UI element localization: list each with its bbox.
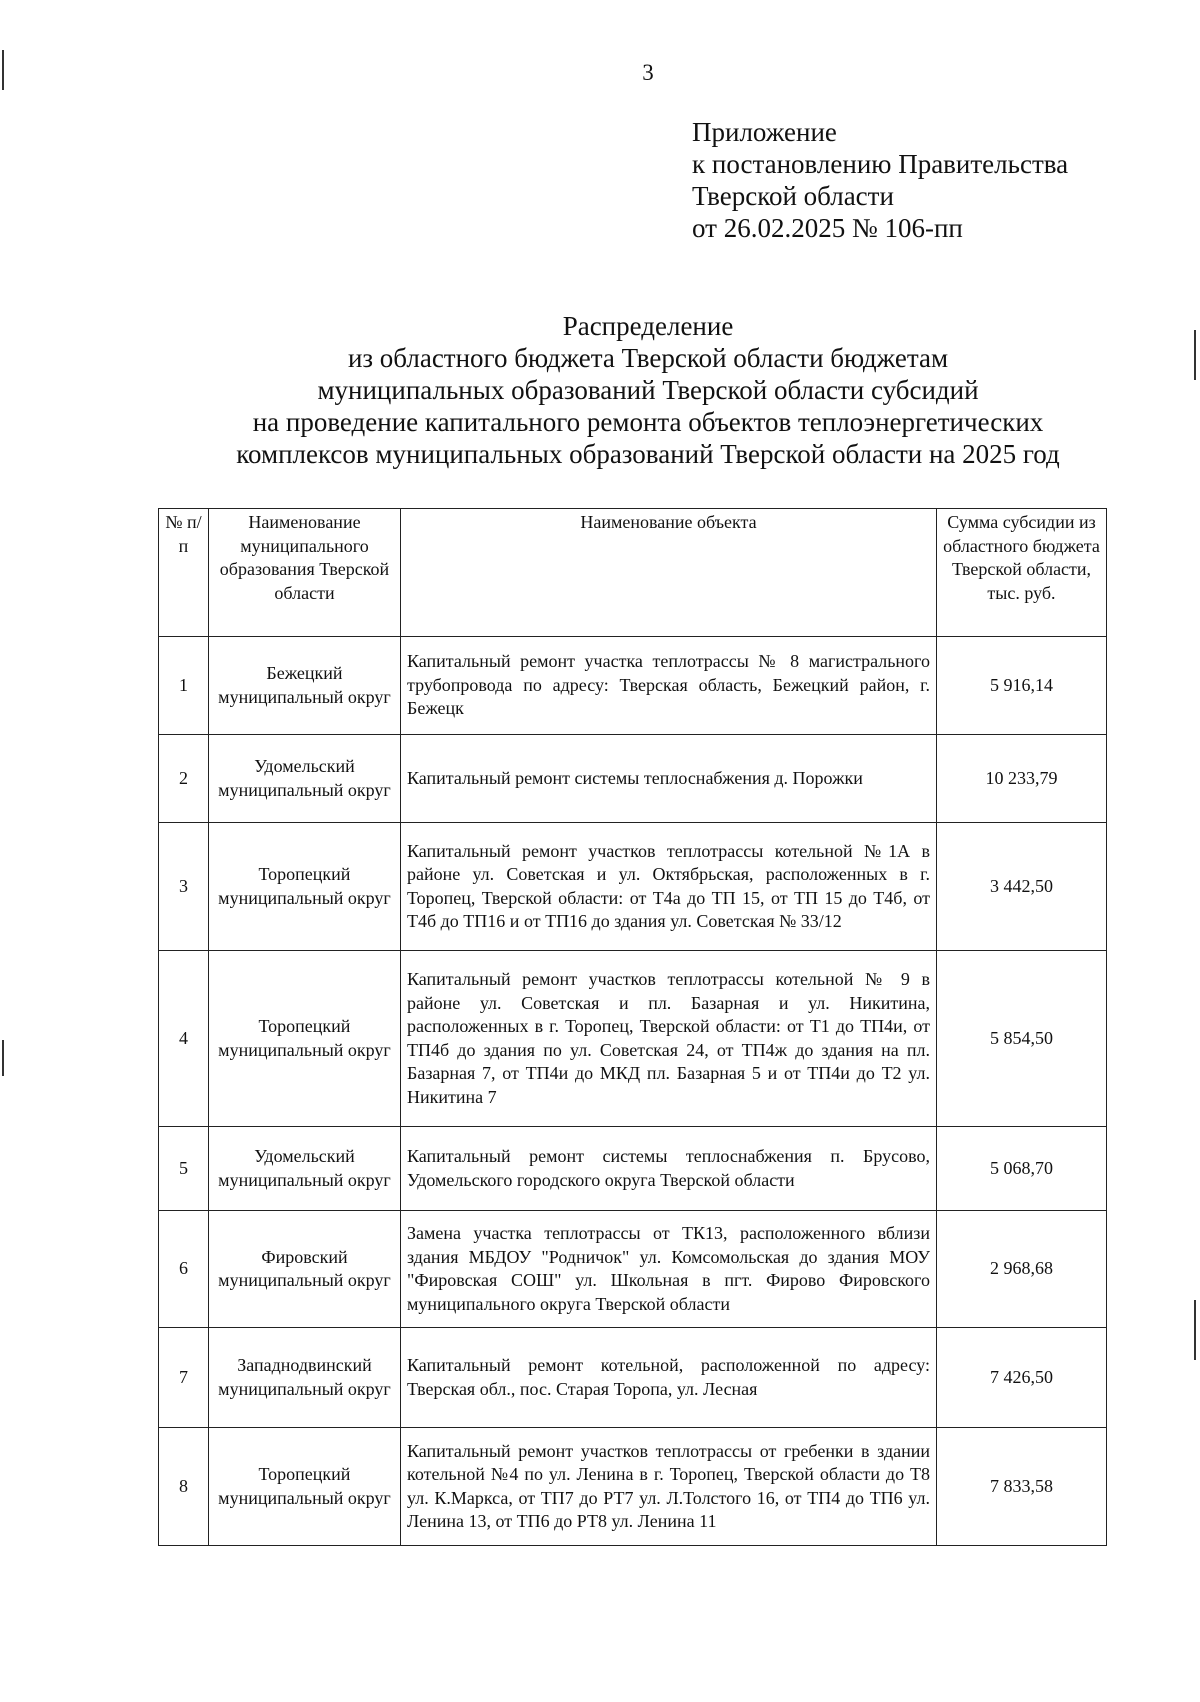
- row-object: Капитальный ремонт системы теплоснабжения д. Порожки: [401, 735, 937, 823]
- row-object: Капитальный ремонт участков теплотрассы от гребенки в здании котельной №4 по ул. Ленина в г. Торопец, Тверской области до Т8 ул. К.Маркса, от ТП7 до РТ7 ул. Л.Толстого 16, от ТП4 до ТП6 ул. Ленина 13, от ТП6 до РТ8 ул. Ленина 11: [401, 1428, 937, 1546]
- page-number: 3: [642, 60, 654, 85]
- row-municipality: Западнодвинский муниципальный округ: [209, 1328, 401, 1428]
- table-row: [159, 1211, 1107, 1328]
- header-object: Наименование объекта: [401, 509, 937, 637]
- title-line: муниципальных образований Тверской области субсидий: [317, 375, 979, 405]
- scan-edge-mark: [1194, 330, 1196, 380]
- row-sum: 5 916,14: [937, 637, 1107, 735]
- scan-edge-mark: [2, 1040, 4, 1076]
- document-title: [150, 310, 1146, 470]
- table-row: [159, 735, 1107, 823]
- row-num: 7: [159, 1328, 209, 1428]
- table-row: [159, 823, 1107, 951]
- row-sum: 10 233,79: [937, 735, 1107, 823]
- title-line: из областного бюджета Тверской области бюджетам: [347, 343, 949, 373]
- row-municipality: Удомельский муниципальный округ: [209, 735, 401, 823]
- title-line: Распределение: [562, 311, 734, 341]
- row-num: 5: [159, 1127, 209, 1211]
- table-row: [159, 951, 1107, 1127]
- appendix-block: [692, 116, 1068, 244]
- appendix-line: Тверской области: [692, 181, 894, 211]
- row-municipality: Торопецкий муниципальный округ: [209, 1428, 401, 1546]
- scan-edge-mark: [2, 50, 4, 90]
- row-sum: 3 442,50: [937, 823, 1107, 951]
- header-municipality: Наименование муниципального образования Тверской области: [209, 509, 401, 637]
- row-num: 1: [159, 637, 209, 735]
- row-sum: 5 854,50: [937, 951, 1107, 1127]
- row-municipality: Удомельский муниципальный округ: [209, 1127, 401, 1211]
- subsidy-table: [158, 508, 1107, 1546]
- row-object: Капитальный ремонт котельной, расположенной по адресу: Тверская обл., пос. Старая Торопа, ул. Лесная: [401, 1328, 937, 1428]
- table-row: [159, 1127, 1107, 1211]
- row-sum: 2 968,68: [937, 1211, 1107, 1328]
- row-object: Капитальный ремонт участка теплотрассы № 8 магистрального трубопровода по адресу: Тверская область, Бежецкий район, г. Бежецк: [401, 637, 937, 735]
- row-municipality: Бежецкий муниципальный округ: [209, 637, 401, 735]
- appendix-line: к постановлению Правительства: [692, 149, 1069, 179]
- header-sum: Сумма субсидии из областного бюджета Тверской области, тыс. руб.: [937, 509, 1107, 637]
- row-sum: 7 426,50: [937, 1328, 1107, 1428]
- row-num: 4: [159, 951, 209, 1127]
- header-num: № п/п: [159, 509, 209, 637]
- row-object: Капитальный ремонт системы теплоснабжения п. Брусово, Удомельского городского округа Тверской области: [401, 1127, 937, 1211]
- row-object: Замена участка теплотрассы от ТК13, расположенного вблизи здания МБДОУ "Родничок" ул. Комсомольская до здания МОУ "Фировская СОШ" ул. Школьная в пгт. Фирово Фировского муниципального округа Тверской области: [401, 1211, 937, 1328]
- row-sum: 7 833,58: [937, 1428, 1107, 1546]
- row-num: 8: [159, 1428, 209, 1546]
- row-municipality: Торопецкий муниципальный округ: [209, 823, 401, 951]
- title-line: комплексов муниципальных образований Тверской области на 2025 год: [236, 439, 1060, 469]
- row-num: 6: [159, 1211, 209, 1328]
- appendix-line: Приложение: [692, 117, 837, 147]
- table-header-row: [159, 509, 1107, 637]
- row-object: Капитальный ремонт участков теплотрассы котельной № 9 в районе ул. Советская и пл. Базарная и ул. Никитина, расположенных в г. Торопец, Тверской области: от Т1 до ТП4и, от ТП4б до здания по ул. Советская 24, от ТП4ж до здания на пл. Базарная 7, от ТП4и до МКД пл. Базарная 5 и от ТП4и до Т2 ул. Никитина 7: [401, 951, 937, 1127]
- row-num: 3: [159, 823, 209, 951]
- table-row: [159, 1428, 1107, 1546]
- appendix-line: от 26.02.2025 № 106-пп: [692, 213, 963, 243]
- row-municipality: Фировский муниципальный округ: [209, 1211, 401, 1328]
- table-row: [159, 637, 1107, 735]
- row-municipality: Торопецкий муниципальный округ: [209, 951, 401, 1127]
- row-sum: 5 068,70: [937, 1127, 1107, 1211]
- title-line: на проведение капитального ремонта объектов теплоэнергетических: [252, 407, 1044, 437]
- scan-edge-mark: [1194, 1300, 1196, 1360]
- row-object: Капитальный ремонт участков теплотрассы котельной №1А в районе ул. Советская и ул. Октябрьская, расположенных в г. Торопец, Тверской области: от Т4а до ТП 15, от ТП 15 до Т4б, от Т4б до ТП16 и от ТП16 до здания ул. Советская № 33/12: [401, 823, 937, 951]
- row-num: 2: [159, 735, 209, 823]
- table-row: [159, 1328, 1107, 1428]
